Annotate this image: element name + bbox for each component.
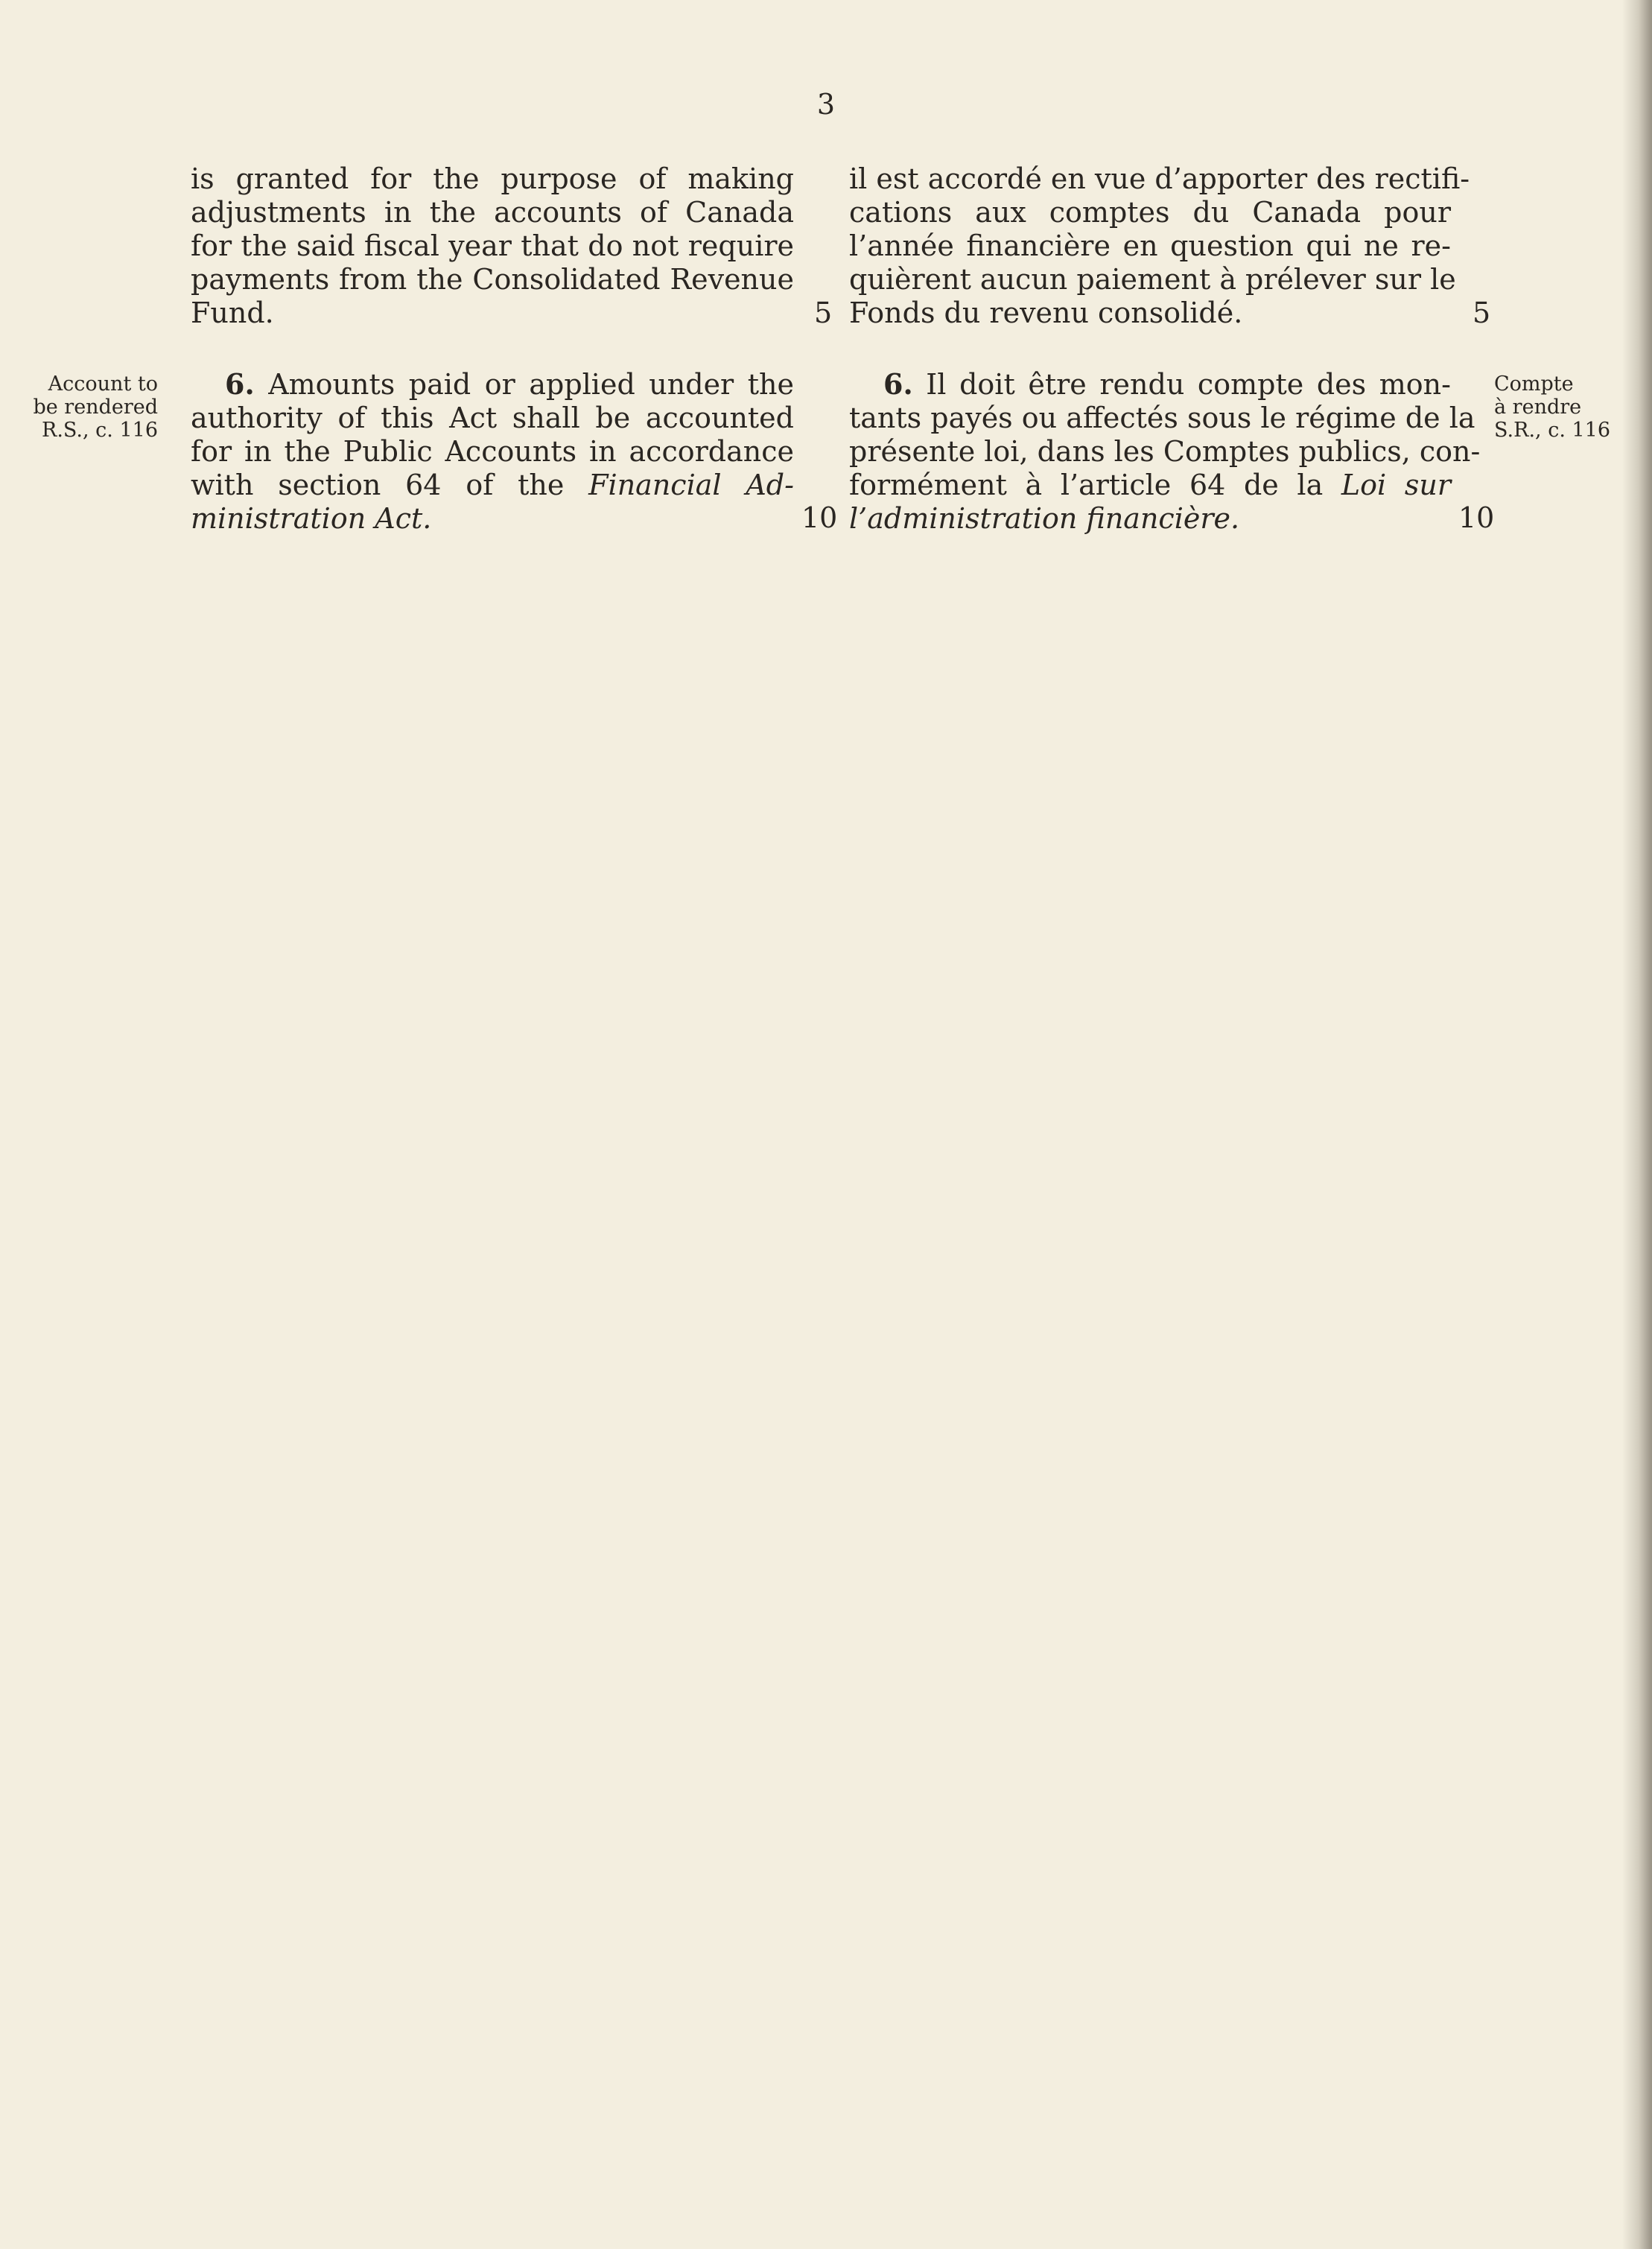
english-note-line-2: be rendered (33, 396, 158, 419)
english-act-title-part-1: Financial Ad- (588, 469, 794, 501)
english-line-number-10: 10 (801, 501, 838, 534)
english-note-line-1: Account to (48, 372, 158, 396)
page-number: 3 (816, 88, 836, 121)
english-p2-line-2: authority of this Act shall be accounted (191, 402, 794, 434)
english-section-6 (191, 367, 794, 536)
french-p2-line-2: tants payés ou affectés sous le régime de la (849, 402, 1475, 434)
french-p1-line-4: quièrent aucun paiement à prélever sur le (849, 263, 1456, 296)
english-p1-line-1: is granted for the purpose of making (191, 162, 794, 195)
english-p1-line-5: Fund. (191, 296, 274, 329)
french-section-number: 6. (883, 367, 913, 401)
english-note-line-3: R.S., c. 116 (41, 419, 158, 442)
french-p1-line-3: l’année financière en question qui ne re- (849, 229, 1451, 262)
english-p1-line-4: payments from the Consolidated Revenue (191, 263, 794, 296)
french-p1-line-1: il est accordé en vue d’apporter des rectifi- (849, 162, 1470, 195)
french-p2-line-3: présente loi, dans les Comptes publics, con- (849, 435, 1481, 468)
french-p2-line-4: formément à l’article 64 de la Loi sur (849, 469, 1451, 501)
english-p2-line-3: for in the Public Accounts in accordance (191, 435, 794, 468)
english-p2-line-4: with section 64 of the Financial Ad- (191, 469, 794, 501)
english-p2-line-5: ministration Act. (191, 502, 432, 535)
french-act-title-part-1: Loi sur (1341, 469, 1451, 501)
english-p1-line-3: for the said fiscal year that do not require (191, 229, 794, 262)
french-note-line-2: à rendre (1494, 396, 1582, 419)
french-note-line-1: Compte (1494, 372, 1574, 396)
french-line-number-10: 10 (1458, 501, 1495, 534)
french-marginal-note (1494, 372, 1610, 442)
english-section-number: 6. (225, 367, 255, 401)
french-p1-line-5: Fonds du revenu consolidé. (849, 296, 1243, 329)
page-edge-shadow (1622, 0, 1652, 2249)
english-line-number-5: 5 (814, 296, 833, 329)
french-paragraph-1 (849, 162, 1470, 330)
french-p2-line-1: 6. Il doit être rendu compte des mon- (883, 367, 1451, 401)
english-p2-line-1: 6. Amounts paid or applied under the (225, 367, 794, 401)
french-p1-line-2: cations aux comptes du Canada pour (849, 196, 1451, 229)
english-paragraph-1 (191, 162, 794, 330)
french-p2-line-5: l’administration financière. (849, 502, 1240, 535)
french-note-line-3: S.R., c. 116 (1494, 419, 1611, 442)
english-marginal-note (31, 372, 158, 442)
english-p1-line-2: adjustments in the accounts of Canada (191, 196, 794, 229)
french-line-number-5: 5 (1472, 296, 1491, 329)
